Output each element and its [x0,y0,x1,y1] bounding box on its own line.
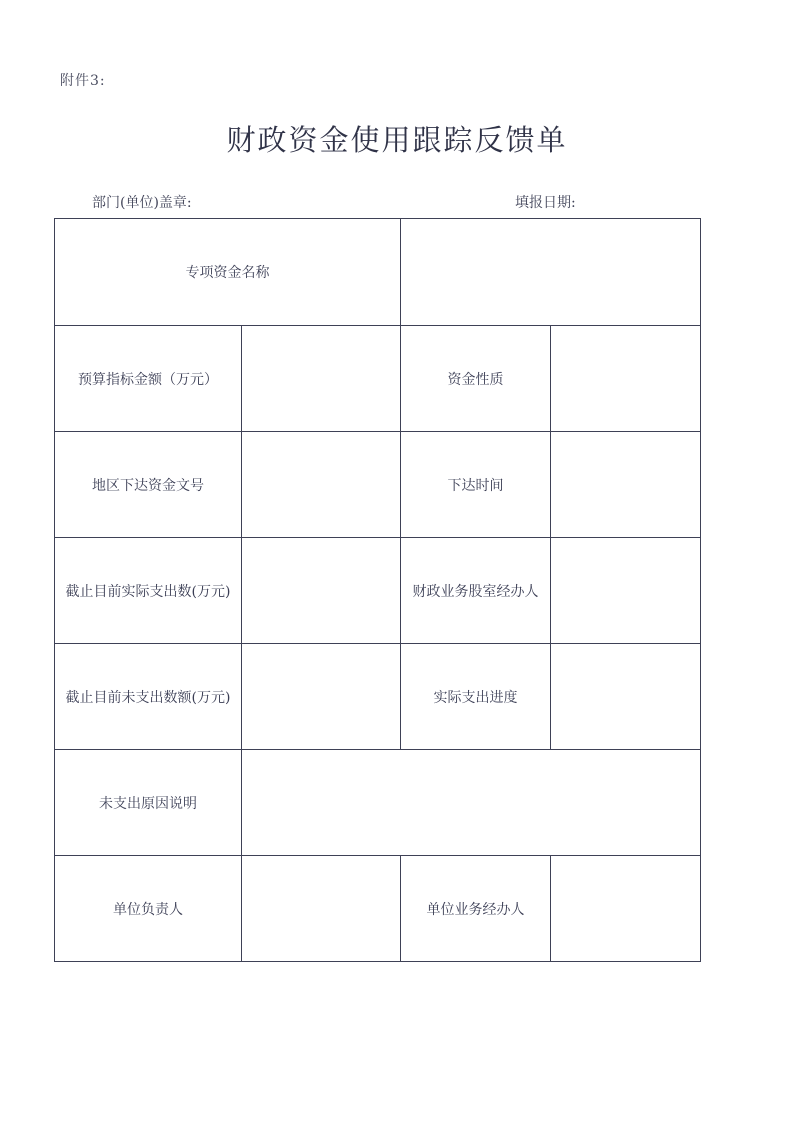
table-row [55,644,701,750]
issue-time-label: 下达时间 [447,477,504,494]
unspent-value-cell[interactable] [242,644,401,750]
page-title: 财政资金使用跟踪反馈单 [226,123,568,157]
unit-head-label: 单位负责人 [113,901,183,918]
unspent-reason-label: 未支出原因说明 [99,795,197,812]
unit-handler-value-cell[interactable] [551,856,701,962]
fund-name-value-cell[interactable] [401,219,701,326]
actual-spent-label: 截止目前实际支出数(万元) [65,583,231,600]
budget-amount-label-cell [55,326,242,432]
progress-value-cell[interactable] [551,644,701,750]
unit-handler-label-cell [401,856,551,962]
table-row [55,538,701,644]
table-row [55,326,701,432]
unit-head-value-cell[interactable] [242,856,401,962]
table-row [55,219,701,326]
budget-amount-label: 预算指标金额（万元） [78,371,218,388]
issue-time-label-cell [401,432,551,538]
feedback-form-table [54,218,701,962]
table-row [55,432,701,538]
document-number-label-cell [55,432,242,538]
unspent-reason-value-cell[interactable] [242,750,701,856]
unspent-reason-label-cell [55,750,242,856]
document-number-value-cell[interactable] [242,432,401,538]
finance-handler-label-cell [401,538,551,644]
fund-name-label-cell [55,219,401,326]
finance-handler-value-cell[interactable] [551,538,701,644]
finance-handler-label: 财政业务股室经办人 [412,583,539,600]
actual-spent-value-cell[interactable] [242,538,401,644]
table-row [55,856,701,962]
attachment-label: 附件3: [60,73,106,89]
progress-label-cell [401,644,551,750]
fund-name-label: 专项资金名称 [185,265,270,281]
fill-date-label: 填报日期: [515,195,576,211]
fund-nature-label: 资金性质 [447,371,504,388]
progress-label: 实际支出进度 [433,689,518,706]
fund-nature-value-cell[interactable] [551,326,701,432]
department-stamp-label: 部门(单位)盖章: [92,195,192,211]
unit-handler-label: 单位业务经办人 [426,901,525,918]
issue-time-value-cell[interactable] [551,432,701,538]
budget-amount-value-cell[interactable] [242,326,401,432]
unit-head-label-cell [55,856,242,962]
unspent-label: 截止目前未支出数额(万元) [65,689,231,706]
actual-spent-label-cell [55,538,242,644]
unspent-label-cell [55,644,242,750]
document-number-label: 地区下达资金文号 [92,477,204,494]
fund-nature-label-cell [401,326,551,432]
table-row [55,750,701,856]
